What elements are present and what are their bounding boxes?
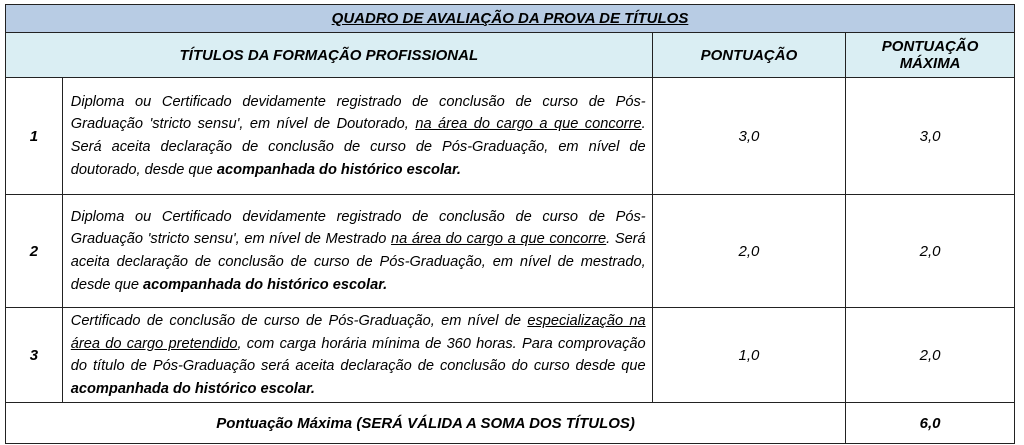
row-maxima: 3,0	[846, 78, 1015, 195]
underlined-text: na área do cargo a que concorre	[415, 116, 642, 133]
text: Certificado de conclusão de curso de Pós-Graduação, em nível de	[70, 313, 528, 329]
footer-total: 6,0	[846, 403, 1015, 444]
row-pontuacao: 2,0	[652, 195, 846, 308]
header-pontuacao: PONTUAÇÃO	[652, 33, 846, 78]
evaluation-table	[5, 4, 1015, 444]
bold-text: acompanhada do histórico escolar.	[216, 161, 461, 178]
underlined-text: especialização na área do cargo pretendido	[70, 313, 646, 352]
text: Diploma ou Certificado devidamente registrado de conclusão de curso de Pós-Graduação 'stricto sensu', em nível de Doutorado,	[70, 93, 646, 133]
row-pontuacao: 3,0	[652, 78, 846, 195]
text: . Será aceita declaração de conclusão de curso de Pós-Graduação, em nível de mestrado, desde que	[70, 231, 646, 293]
bold-text: acompanhada do histórico escolar.	[143, 276, 388, 293]
header-pontuacao-maxima-label: PONTUAÇÃO MÁXIMA	[881, 38, 979, 72]
table-row	[6, 78, 1015, 195]
row-description	[62, 78, 652, 195]
text: , com carga horária mínima de 360 horas. Para comprovação do título de Pós-Graduação será aceita declaração de conclusão do curso desde que	[70, 335, 646, 375]
row-description	[62, 308, 652, 403]
header-pontuacao-maxima	[846, 33, 1015, 78]
row-number: 3	[6, 308, 63, 403]
table-row	[6, 308, 1015, 403]
header-row	[6, 33, 1015, 78]
footer-label: Pontuação Máxima (SERÁ VÁLIDA A SOMA DOS TÍTULOS)	[6, 403, 846, 444]
row-pontuacao: 1,0	[652, 308, 846, 403]
bold-text: acompanhada do histórico escolar.	[70, 380, 315, 397]
text: Diploma ou Certificado devidamente registrado de conclusão de curso de Pós-Graduação 'stricto sensu', em nível de Mestrado	[70, 208, 646, 248]
table-row	[6, 195, 1015, 308]
row-number: 1	[6, 78, 63, 195]
text: . Será aceita declaração de conclusão de curso de Pós-Graduação, em nível de doutorado, desde que	[70, 116, 646, 178]
footer-row	[6, 403, 1015, 444]
header-titulos: TÍTULOS DA FORMAÇÃO PROFISSIONAL	[6, 33, 653, 78]
row-maxima: 2,0	[846, 308, 1015, 403]
row-description	[62, 195, 652, 308]
row-maxima: 2,0	[846, 195, 1015, 308]
table-title: QUADRO DE AVALIAÇÃO DA PROVA DE TÍTULOS	[6, 5, 1015, 33]
row-number: 2	[6, 195, 63, 308]
underlined-text: na área do cargo a que concorre	[391, 231, 607, 248]
